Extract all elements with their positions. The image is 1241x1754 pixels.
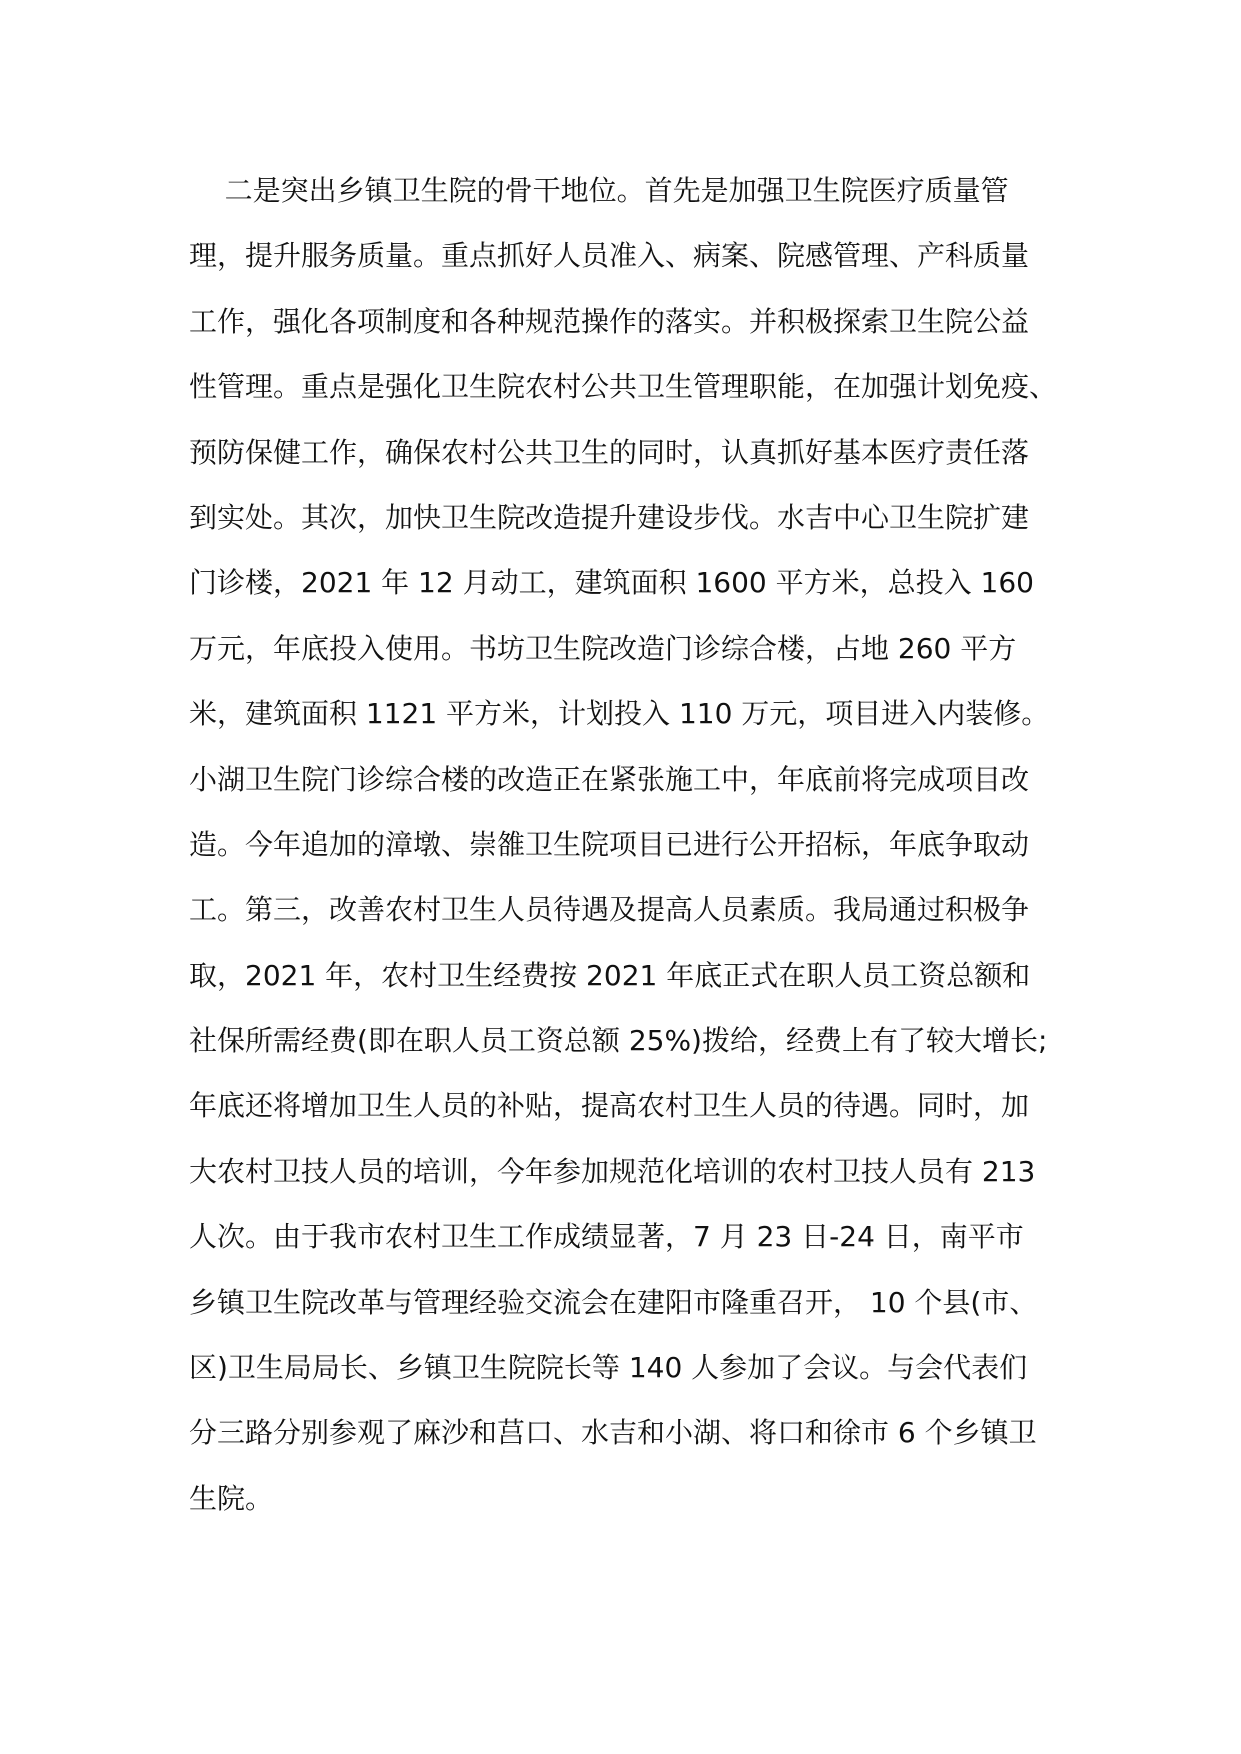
paragraph-line: 年底还将增加卫生人员的补贴，提高农村卫生人员的待遇。同时，加 (189, 1089, 1030, 1123)
paragraph-line: 小湖卫生院门诊综合楼的改造正在紧张施工中，年底前将完成项目改 (189, 762, 1030, 796)
paragraph-line: 二是突出乡镇卫生院的骨干地位。首先是加强卫生院医疗质量管 (189, 174, 1009, 207)
body-paragraph (189, 158, 1069, 1531)
paragraph-line: 乡镇卫生院改革与管理经验交流会在建阳市隆重召开， 10 个县(市、 (189, 1285, 1038, 1319)
paragraph-line: 性管理。重点是强化卫生院农村公共卫生管理职能，在加强计划免疫、 (189, 370, 1058, 404)
paragraph-line: 预防保健工作，确保农村公共卫生的同时，认真抓好基本医疗责任落 (189, 435, 1030, 469)
paragraph-line: 区)卫生局局长、乡镇卫生院院长等 140 人参加了会议。与会代表们 (189, 1351, 1028, 1385)
paragraph-line: 分三路分别参观了麻沙和莒口、水吉和小湖、将口和徐市 6 个乡镇卫 (189, 1416, 1037, 1450)
paragraph-line: 工作，强化各项制度和各种规范操作的落实。并积极探索卫生院公益 (189, 304, 1030, 338)
paragraph-line: 到实处。其次，加快卫生院改造提升建设步伐。水吉中心卫生院扩建 (189, 500, 1030, 534)
paragraph-line: 米，建筑面积 1121 平方米，计划投入 110 万元，项目进入内装修。 (189, 697, 1050, 731)
paragraph-line: 取，2021 年，农村卫生经费按 2021 年底正式在职人员工资总额和 (189, 958, 1031, 992)
paragraph-line: 造。今年追加的漳墩、崇雒卫生院项目已进行公开招标，年底争取动 (189, 827, 1030, 861)
paragraph-line: 社保所需经费(即在职人员工资总额 25%)拨给，经费上有了较大增长; (189, 1024, 1048, 1058)
paragraph-line: 万元，年底投入使用。书坊卫生院改造门诊综合楼，占地 260 平方 (189, 631, 1017, 665)
paragraph-line: 人次。由于我市农村卫生工作成绩显著，7 月 23 日-24 日，南平市 (189, 1220, 1024, 1254)
paragraph-line: 理，提升服务质量。重点抓好人员准入、病案、院感管理、产科质量 (189, 239, 1030, 273)
paragraph-line: 生院。 (189, 1481, 274, 1515)
paragraph-line: 门诊楼，2021 年 12 月动工，建筑面积 1600 平方米，总投入 160 (189, 566, 1034, 600)
paragraph-line: 大农村卫技人员的培训，今年参加规范化培训的农村卫技人员有 213 (189, 1154, 1036, 1188)
paragraph-line: 工。第三，改善农村卫生人员待遇及提高人员素质。我局通过积极争 (189, 893, 1030, 927)
